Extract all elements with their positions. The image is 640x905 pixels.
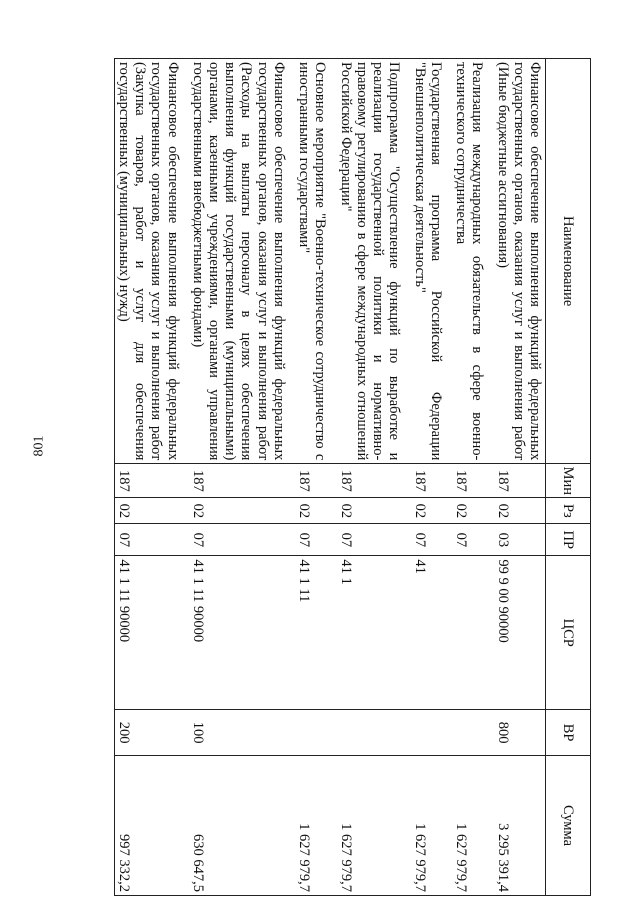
row-min: 187: [410, 464, 451, 498]
row-sum: 1 627 979,7: [452, 756, 493, 896]
header-min: Мин: [546, 464, 591, 498]
row-name: Финансовое обеспечение выполнения функций федеральных государственных органов, оказания услуг и выполнения работ (Иные бюджетные ассигнования): [493, 59, 545, 464]
row-min: 187: [114, 464, 188, 498]
row-min: 187: [189, 464, 295, 498]
row-rz: 02: [295, 498, 336, 524]
row-csr: 41 1 11: [295, 556, 336, 710]
table-row: [295, 59, 336, 896]
row-sum: 1 627 979,7: [410, 756, 451, 896]
header-pr: ПР: [546, 524, 591, 556]
row-csr: 99 9 00 90000: [493, 556, 545, 710]
row-vr: [336, 710, 410, 756]
row-pr: 03: [493, 524, 545, 556]
row-rz: 02: [410, 498, 451, 524]
row-rz: 02: [114, 498, 188, 524]
row-csr: 41 1 11 90000: [189, 556, 295, 710]
row-vr: [295, 710, 336, 756]
row-vr: 100: [189, 710, 295, 756]
row-min: 187: [452, 464, 493, 498]
row-sum: 997 332,2: [114, 756, 188, 896]
header-sum: Сумма: [546, 756, 591, 896]
header-rz: Рз: [546, 498, 591, 524]
table-header-row: [546, 59, 591, 896]
row-vr: 800: [493, 710, 545, 756]
table-row: [410, 59, 451, 896]
row-sum: 1 627 979,7: [295, 756, 336, 896]
row-pr: 07: [452, 524, 493, 556]
row-csr: 41 1 11 90000: [114, 556, 188, 710]
row-sum: 630 647,5: [189, 756, 295, 896]
row-name: Основное мероприятие "Военно-техническое сотрудничество с иностранными государствами": [295, 59, 336, 464]
table-row: [336, 59, 410, 896]
header-vr: ВР: [546, 710, 591, 756]
table-row: [189, 59, 295, 896]
row-pr: 07: [336, 524, 410, 556]
row-csr: [452, 556, 493, 710]
row-min: 187: [336, 464, 410, 498]
row-rz: 02: [452, 498, 493, 524]
row-vr: 200: [114, 710, 188, 756]
row-min: 187: [295, 464, 336, 498]
header-name: Наименование: [546, 59, 591, 464]
budget-table: [114, 58, 591, 896]
table-row: [452, 59, 493, 896]
table-row: [114, 59, 188, 896]
row-vr: [452, 710, 493, 756]
row-sum: 1 627 979,7: [336, 756, 410, 896]
row-pr: 07: [114, 524, 188, 556]
row-min: 187: [493, 464, 545, 498]
row-name: Государственная программа Российской Федерации "Внешнеполитическая деятельность": [410, 59, 451, 464]
row-name: Финансовое обеспечение выполнения функций федеральных государственных органов, оказания услуг и выполнения работ (Расходы на выплаты персоналу в целях обеспечения выполнения функций государственными (муниципальными) органами, казенными учреждениями, органами управления государственными внебюджетными фондами): [189, 59, 295, 464]
row-sum: 3 295 391,4: [493, 756, 545, 896]
row-csr: 41: [410, 556, 451, 710]
budget-table-rotated: [67, 58, 591, 896]
table-row: [493, 59, 545, 896]
row-name: Реализация международных обязательств в сфере военно-технического сотрудничества: [452, 59, 493, 464]
row-rz: 02: [336, 498, 410, 524]
row-rz: 02: [189, 498, 295, 524]
row-pr: 07: [295, 524, 336, 556]
row-rz: 02: [493, 498, 545, 524]
page-number: 801: [31, 435, 47, 457]
row-pr: 07: [189, 524, 295, 556]
header-csr: ЦСР: [546, 556, 591, 710]
row-name: Финансовое обеспечение выполнения функций федеральных государственных органов, оказания услуг и выполнения работ (Закупка товаров, работ и услуг для обеспечения государственных (муниципальных) нужд): [114, 59, 188, 464]
row-vr: [410, 710, 451, 756]
row-pr: 07: [410, 524, 451, 556]
row-name: Подпрограмма "Осуществление функций по выработке и реализации государственной политики и нормативно-правовому регулированию в сфере международных отношений Российской Федерации": [336, 59, 410, 464]
row-csr: 41 1: [336, 556, 410, 710]
